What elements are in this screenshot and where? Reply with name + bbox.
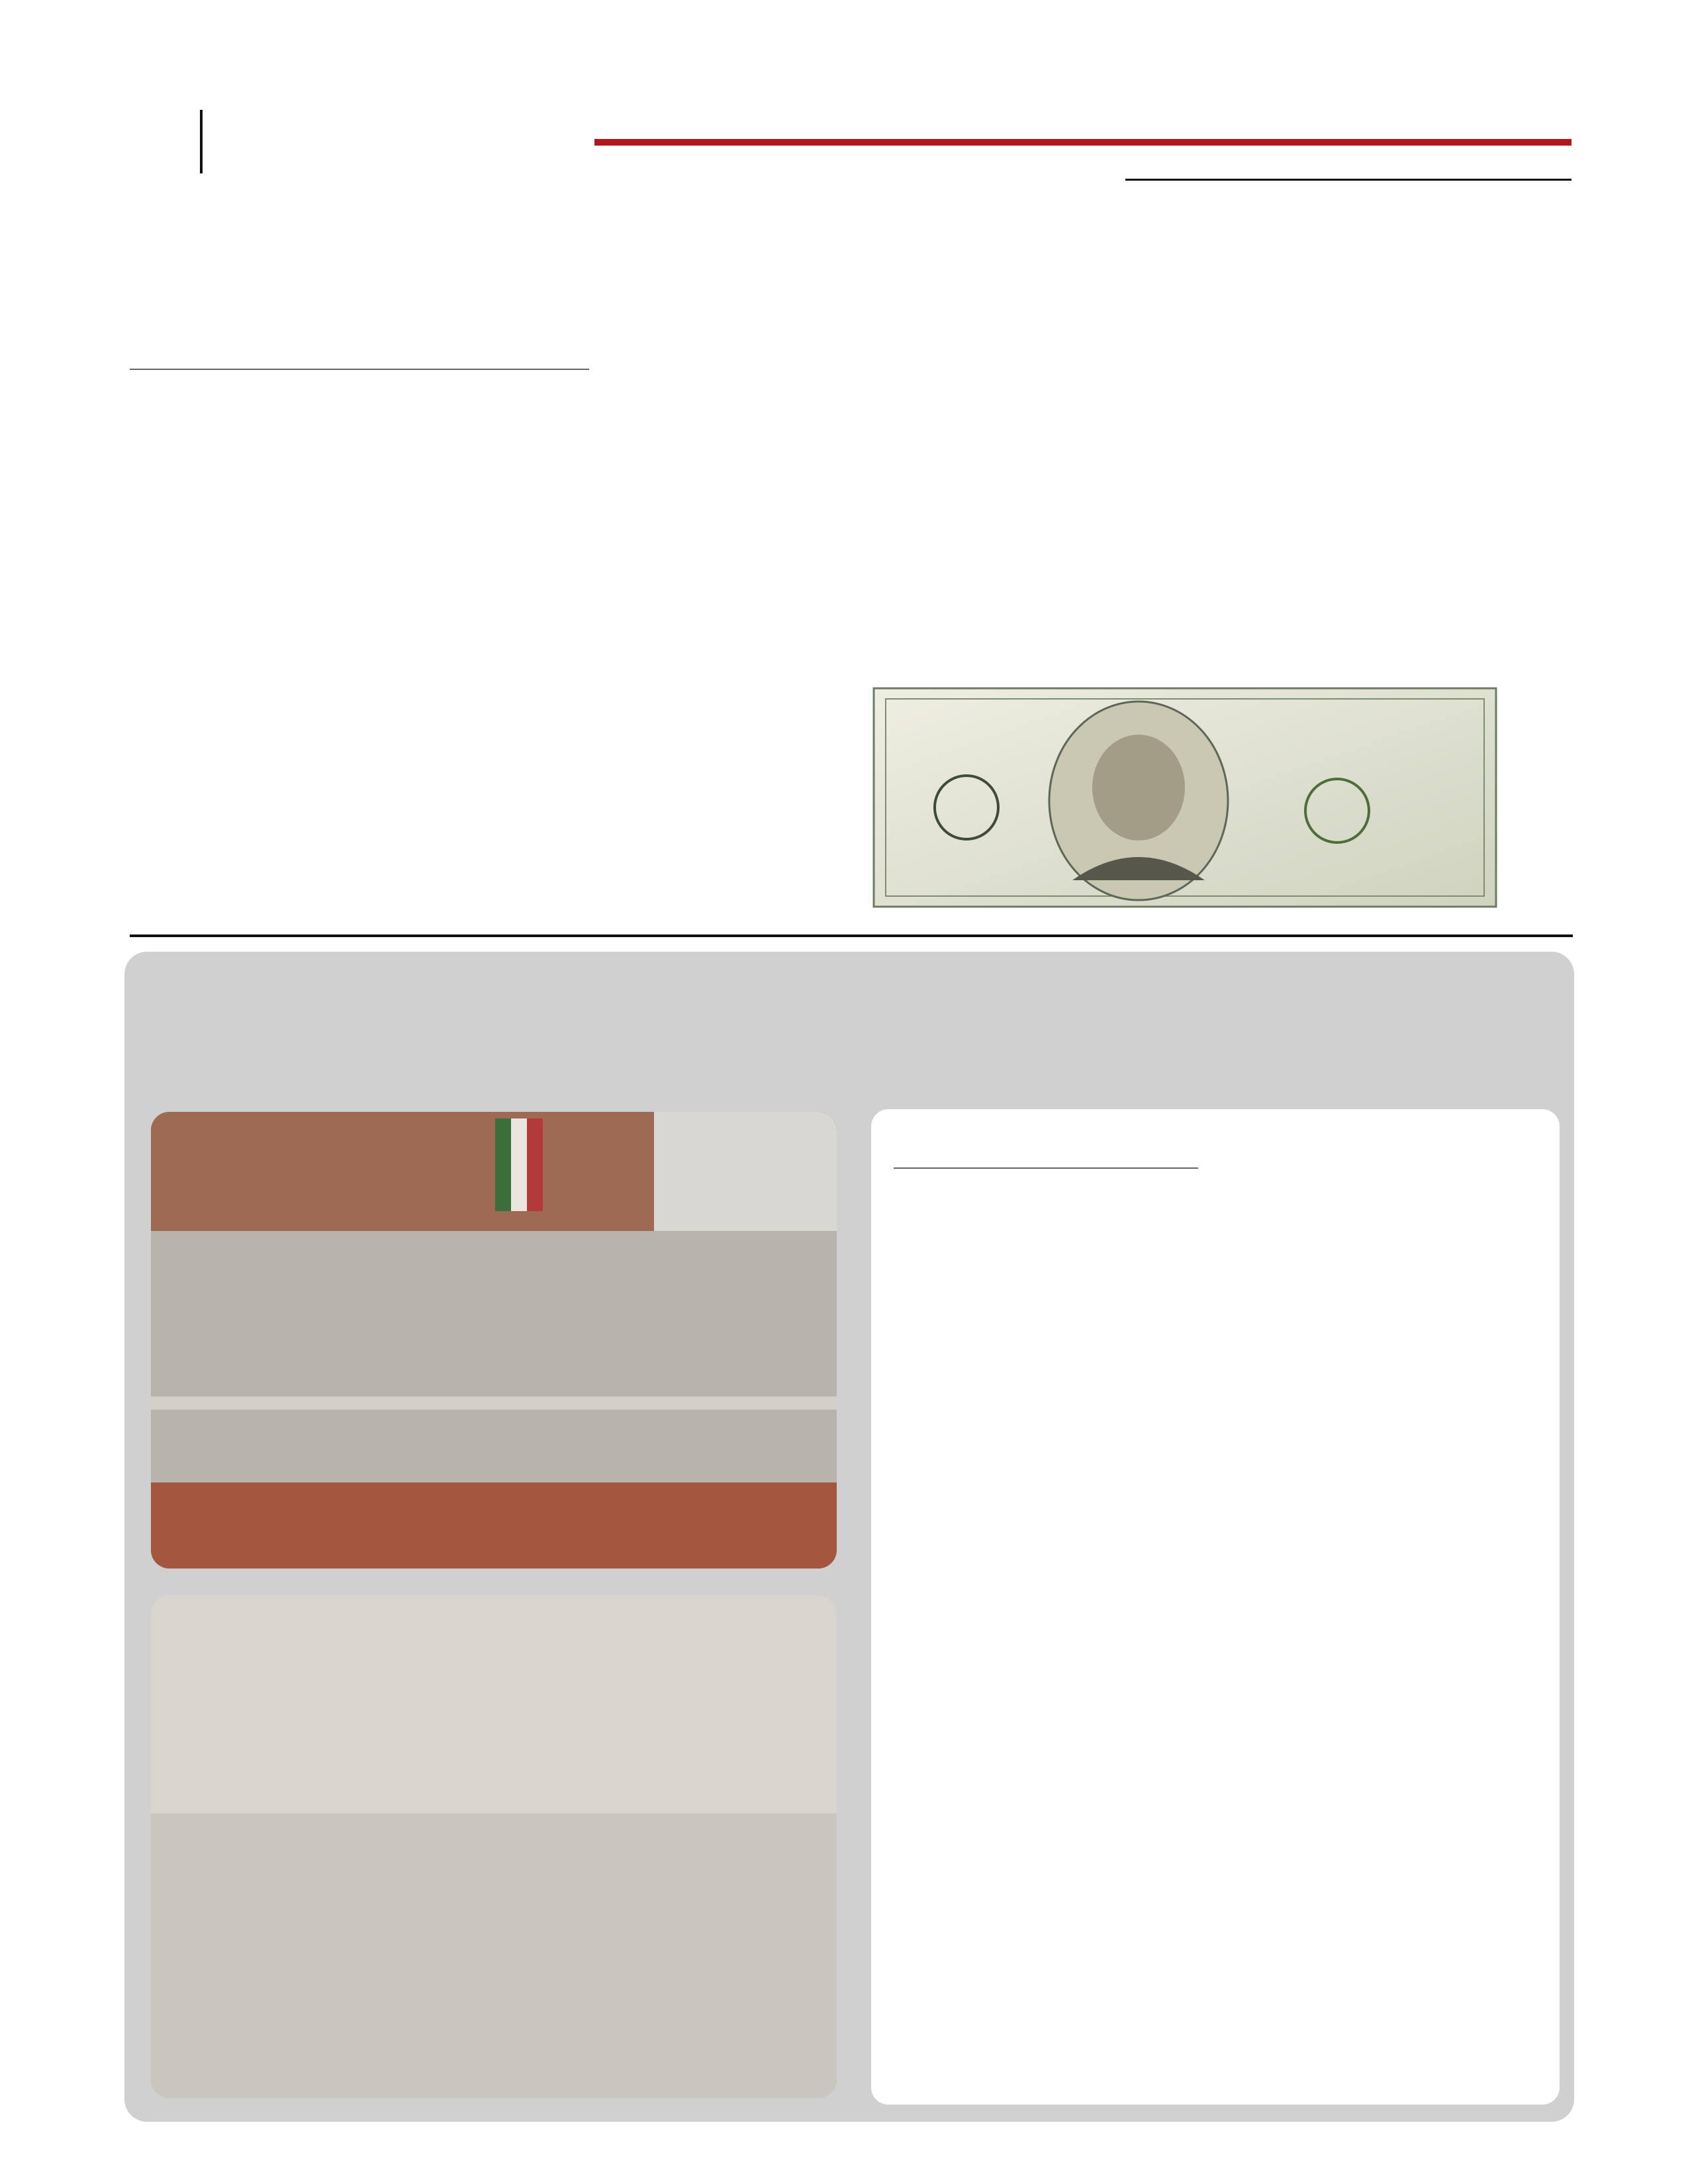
article1-byline-rule <box>130 369 589 370</box>
dollar-bills-fan-image <box>861 291 1575 927</box>
sre-building-photo <box>151 1112 837 1569</box>
article1-column-1 <box>130 393 593 397</box>
border-fence-migrants-photo <box>151 1595 837 2098</box>
article2-column-1 <box>892 1191 1199 1195</box>
article2-text-panel <box>871 1109 1560 2105</box>
section-divider-rule <box>130 934 1573 937</box>
article2-byline-rule <box>894 1167 1198 1169</box>
page-number-divider <box>200 110 203 173</box>
header-rule <box>594 139 1571 146</box>
date-underline <box>1125 179 1571 181</box>
